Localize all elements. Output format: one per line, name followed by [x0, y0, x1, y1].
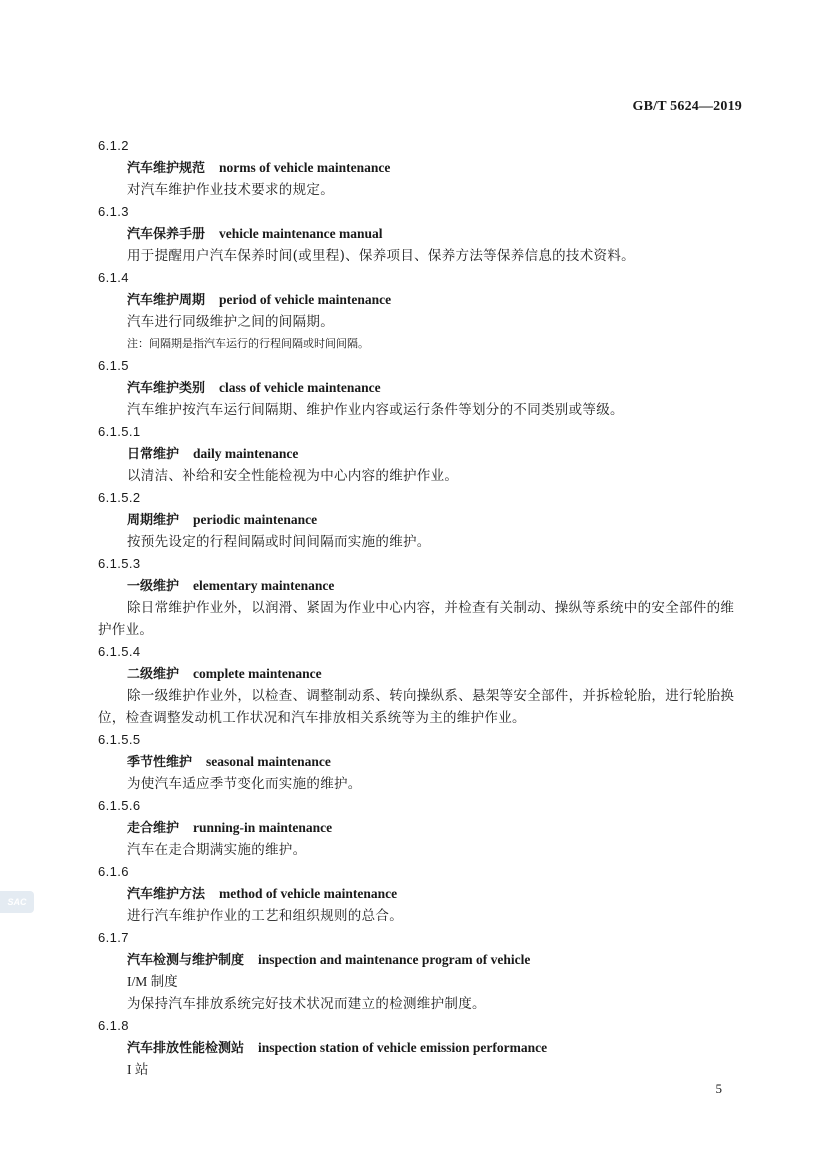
clause-number: 6.1.8: [98, 1018, 129, 1033]
term-english: periodic maintenance: [193, 512, 318, 527]
term-entry: [98, 1015, 743, 1081]
clause-number: 6.1.7: [98, 930, 129, 945]
term-definition: 为使汽车适应季节变化而实施的维护。: [127, 776, 362, 792]
term-english: complete maintenance: [193, 666, 322, 681]
term-definition: 用于提醒用户汽车保养时间(或里程)、保养项目、保养方法等保养信息的技术资料。: [127, 248, 635, 264]
term-chinese: 汽车检测与维护制度: [127, 953, 245, 968]
term-entry: [98, 641, 743, 729]
term-heading: [98, 817, 743, 839]
term-chinese: 一级维护: [127, 579, 180, 594]
term-entry: [98, 927, 743, 1015]
page-number: 5: [715, 1081, 722, 1096]
term-definition: 汽车进行同级维护之间的间隔期。: [127, 314, 334, 330]
term-chinese: 走合维护: [127, 821, 180, 836]
clause-number: 6.1.5.6: [98, 798, 141, 813]
term-heading: [98, 509, 743, 531]
term-chinese: 汽车维护类别: [127, 381, 206, 396]
term-definition: 除日常维护作业外，以润滑、紧固为作业中心内容，并检查有关制动、操纵等系统中的安全部件的维护作业。: [98, 600, 735, 638]
term-abbreviation: I/M 制度: [127, 974, 178, 989]
term-definition: 为保持汽车排放系统完好技术状况而建立的检测维护制度。: [127, 996, 486, 1012]
term-definition: 以清洁、补给和安全性能检视为中心内容的维护作业。: [127, 468, 459, 484]
term-definition: 对汽车维护作业技术要求的规定。: [127, 182, 334, 198]
term-heading: [98, 949, 743, 971]
term-heading: [98, 377, 743, 399]
term-english: daily maintenance: [193, 446, 299, 461]
term-entry: [98, 553, 743, 641]
term-english: inspection station of vehicle emission performance: [258, 1040, 548, 1055]
term-chinese: 汽车排放性能检测站: [127, 1041, 245, 1056]
terms-list: [98, 135, 743, 1081]
term-english: vehicle maintenance manual: [219, 226, 383, 241]
term-heading: [98, 663, 743, 685]
term-english: period of vehicle maintenance: [219, 292, 392, 307]
term-heading: [98, 883, 743, 905]
term-english: seasonal maintenance: [206, 754, 331, 769]
document-code: GB/T 5624—2019: [632, 99, 742, 114]
term-entry: [98, 861, 743, 927]
term-definition: 进行汽车维护作业的工艺和组织规则的总合。: [127, 908, 403, 924]
term-entry: [98, 135, 743, 201]
term-heading: [98, 289, 743, 311]
clause-number: 6.1.5.3: [98, 556, 141, 571]
sac-logo: SAC: [0, 891, 34, 913]
term-chinese: 季节性维护: [127, 755, 193, 770]
clause-number: 6.1.5.1: [98, 424, 141, 439]
term-note: 注：间隔期是指汽车运行的行程间隔或时间间隔。: [127, 337, 369, 350]
term-entry: [98, 421, 743, 487]
term-heading: [98, 575, 743, 597]
term-chinese: 汽车维护周期: [127, 293, 206, 308]
term-english: running-in maintenance: [193, 820, 333, 835]
term-entry: [98, 201, 743, 267]
term-abbreviation: I 站: [127, 1062, 149, 1077]
clause-number: 6.1.3: [98, 204, 129, 219]
term-heading: [98, 223, 743, 245]
term-chinese: 周期维护: [127, 513, 180, 528]
term-chinese: 汽车维护规范: [127, 161, 206, 176]
term-chinese: 汽车保养手册: [127, 227, 206, 242]
term-chinese: 二级维护: [127, 667, 180, 682]
term-heading: [98, 751, 743, 773]
term-chinese: 日常维护: [127, 447, 180, 462]
term-entry: [98, 487, 743, 553]
term-definition: 汽车维护按汽车运行间隔期、维护作业内容或运行条件等划分的不同类别或等级。: [127, 402, 624, 418]
clause-number: 6.1.5.2: [98, 490, 141, 505]
term-english: inspection and maintenance program of vehicle: [258, 952, 531, 967]
clause-number: 6.1.5: [98, 358, 129, 373]
clause-number: 6.1.5.5: [98, 732, 141, 747]
term-definition: 汽车在走合期满实施的维护。: [127, 842, 307, 858]
term-english: elementary maintenance: [193, 578, 335, 593]
term-heading: [98, 443, 743, 465]
term-heading: [98, 157, 743, 179]
term-entry: [98, 355, 743, 421]
term-entry: [98, 795, 743, 861]
term-chinese: 汽车维护方法: [127, 887, 206, 902]
term-definition: 除一级维护作业外，以检查、调整制动系、转向操纵系、悬架等安全部件，并拆检轮胎，进行轮胎换位，检查调整发动机工作状况和汽车排放相关系统等为主的维护作业。: [98, 688, 735, 726]
clause-number: 6.1.5.4: [98, 644, 141, 659]
term-english: method of vehicle maintenance: [219, 886, 398, 901]
term-entry: [98, 267, 743, 355]
clause-number: 6.1.6: [98, 864, 129, 879]
term-heading: [98, 1037, 743, 1059]
term-entry: [98, 729, 743, 795]
clause-number: 6.1.4: [98, 270, 129, 285]
term-definition: 按预先设定的行程间隔或时间间隔而实施的维护。: [127, 534, 431, 550]
term-english: class of vehicle maintenance: [219, 380, 381, 395]
clause-number: 6.1.2: [98, 138, 129, 153]
term-english: norms of vehicle maintenance: [219, 160, 391, 175]
